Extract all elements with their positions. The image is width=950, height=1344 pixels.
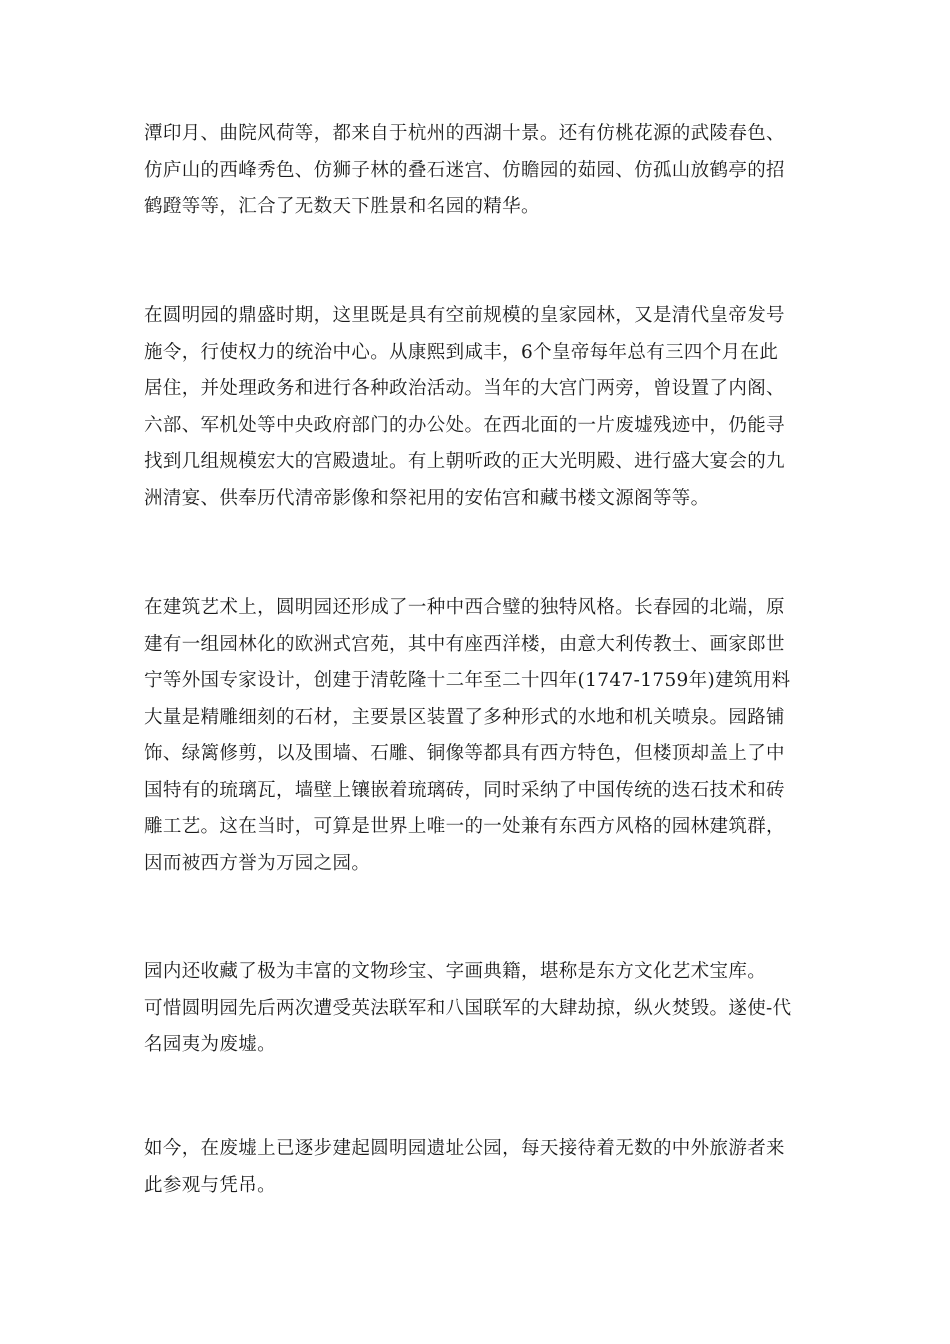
paragraph-treasures-destroyed: 园内还收藏了极为丰富的文物珍宝、字画典籍，堪称是东方文化艺术宝库。 可惜圆明园先后两次遭受英法联军和八国联军的大肆劫掠，纵火焚毁。遂使-代 名园夷为废墟。: [144, 961, 792, 1055]
paragraph-ruins-park: 如今，在废墟上已逐步建起圆明园遗址公园，每天接待着无数的中外旅游者来 此参观与凭吊。: [144, 1138, 785, 1196]
paragraph-political-center: 在圆明园的鼎盛时期，这里既是具有空前规模的皇家园林，又是清代皇帝发号 施令，行使权力的统治中心。从康熙到咸丰，6个皇帝每年总有三四个月在此 居住，并处理政务和进行各种政治活动。当年的大宫门两旁，曾设置了内阁、 六部、军机处等中央政府部门的办公处。在西北面的一片废墟残迹中，仍能寻 找到几组规模宏大的宫殿遗址。有上朝听政的正大光明殿、进行盛大宴会的九 洲清宴、供奉历代清帝影像和祭祀用的安佑宫和藏书楼文源阁等等。: [144, 305, 785, 509]
paragraph-west-lake-scenes: 潭印月、曲院风荷等，都来自于杭州的西湖十景。还有仿桃花源的武陵春色、 仿庐山的西峰秀色、仿狮子林的叠石迷宫、仿瞻园的茹园、仿孤山放鹤亭的招 鹤蹬等等，汇合了无数天下胜景和名园的精华。: [144, 123, 785, 217]
paragraph-architecture-style: 在建筑艺术上，圆明园还形成了一种中西合璧的独特风格。长春园的北端，原 建有一组园林化的欧洲式宫苑，其中有座西洋楼，由意大利传教士、画家郎世 宁等外国专家设计，创建于清乾隆十二年至二十四年(1747-1759年)建筑用料 大量是精雕细刻的石材，主要景区装置了多种形式的水地和机关喷泉。园路铺 饰、绿篱修剪，以及围墙、石雕、铜像等都具有西方特色，但楼顶却盖上了中 国特有的琉璃瓦，墙壁上镶嵌着琉璃砖，同时采纳了中国传统的迭石技术和砖 雕工艺。这在当时，可算是世界上唯一的一处兼有东西方风格的园林建筑群， 因而被西方誉为万园之园。: [144, 597, 791, 874]
